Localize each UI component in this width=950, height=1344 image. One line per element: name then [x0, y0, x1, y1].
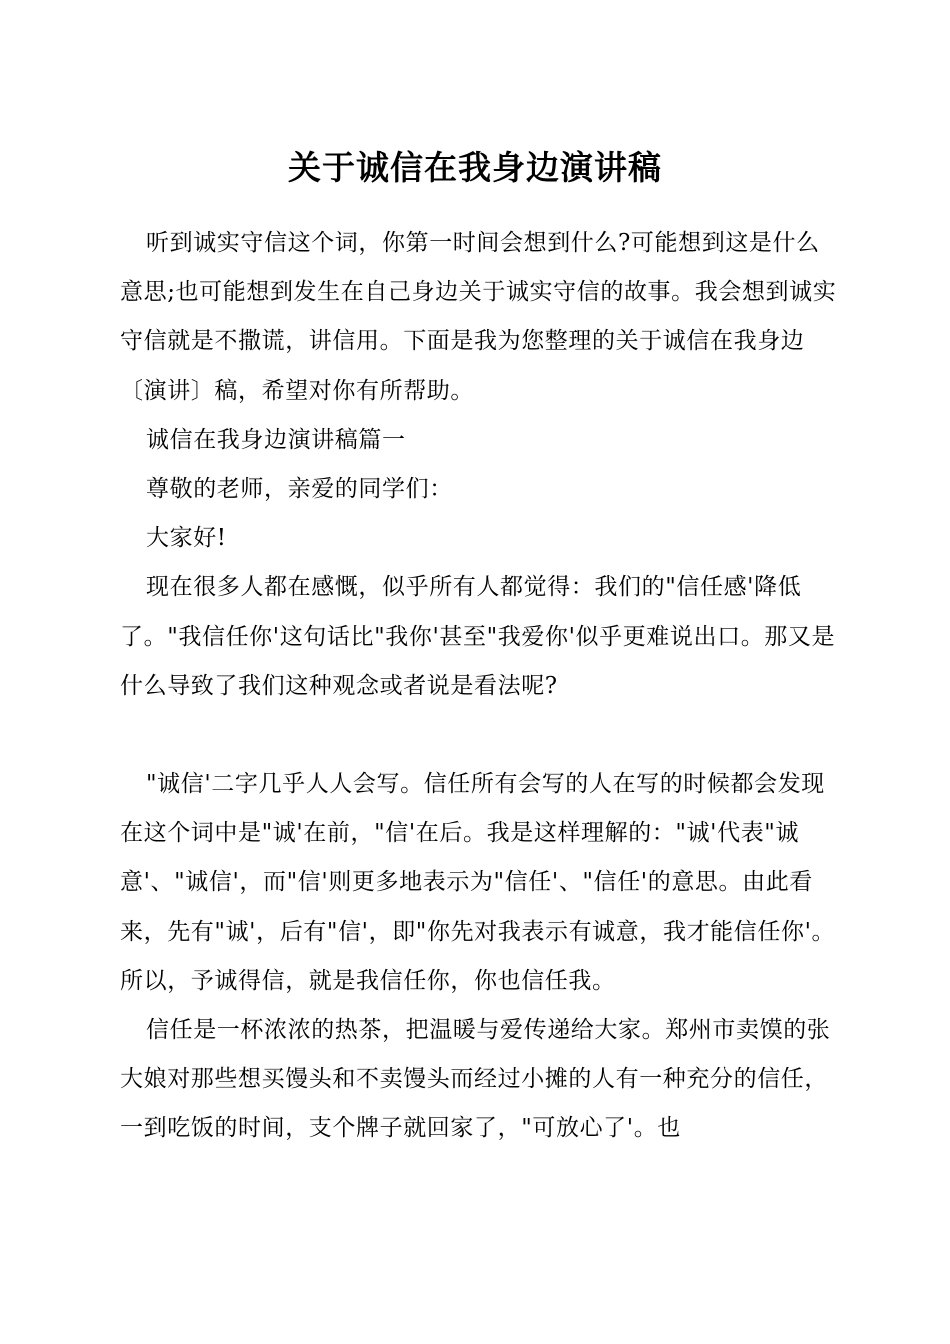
greeting: 大家好! [146, 525, 227, 552]
document-body [120, 219, 840, 1154]
body-paragraph: "诚信'二字几乎人人会写。信任所有会写的人在写的时候都会发现在这个词中是"诚'在前，"信'在后。我是这样理解的："诚'代表"诚意'、"诚信'，而"信'则更多地表示为"信任'、"信任'的意思。由此看来，先有"诚'，后有"信'，即"你先对我表示有诚意，我才能信任你'。所以，予诚得信，就是我信任你，你也信任我。 [120, 771, 836, 994]
salutation: 尊敬的老师，亲爱的同学们： [146, 476, 453, 503]
section-heading: 诚信在我身边演讲稿篇一 [146, 426, 406, 453]
intro-paragraph: 听到诚实守信这个词，你第一时间会想到什么?可能想到这是什么意思;也可能想到发生在自己身边关于诚实守信的故事。我会想到诚实守信就是不撒谎，讲信用。下面是我为您整理的关于诚信在我身边〔演讲〕稿，希望对你有所帮助。 [120, 230, 837, 404]
body-paragraph: 信任是一杯浓浓的热茶，把温暖与爱传递给大家。郑州市卖馍的张大娘对那些想买馒头和不卖馒头而经过小摊的人有一种充分的信任，一到吃饭的时间，支个牌子就回家了，"可放心了'。也 [120, 1017, 831, 1142]
body-paragraph: 现在很多人都在感慨，似乎所有人都觉得：我们的"信任感'降低了。"我信任你'这句话比"我你'甚至"我爱你'似乎更难说出口。那又是什么导致了我们这种观念或者说是看法呢? [120, 574, 836, 699]
document-title: 关于诚信在我身边演讲稿 [288, 148, 662, 187]
